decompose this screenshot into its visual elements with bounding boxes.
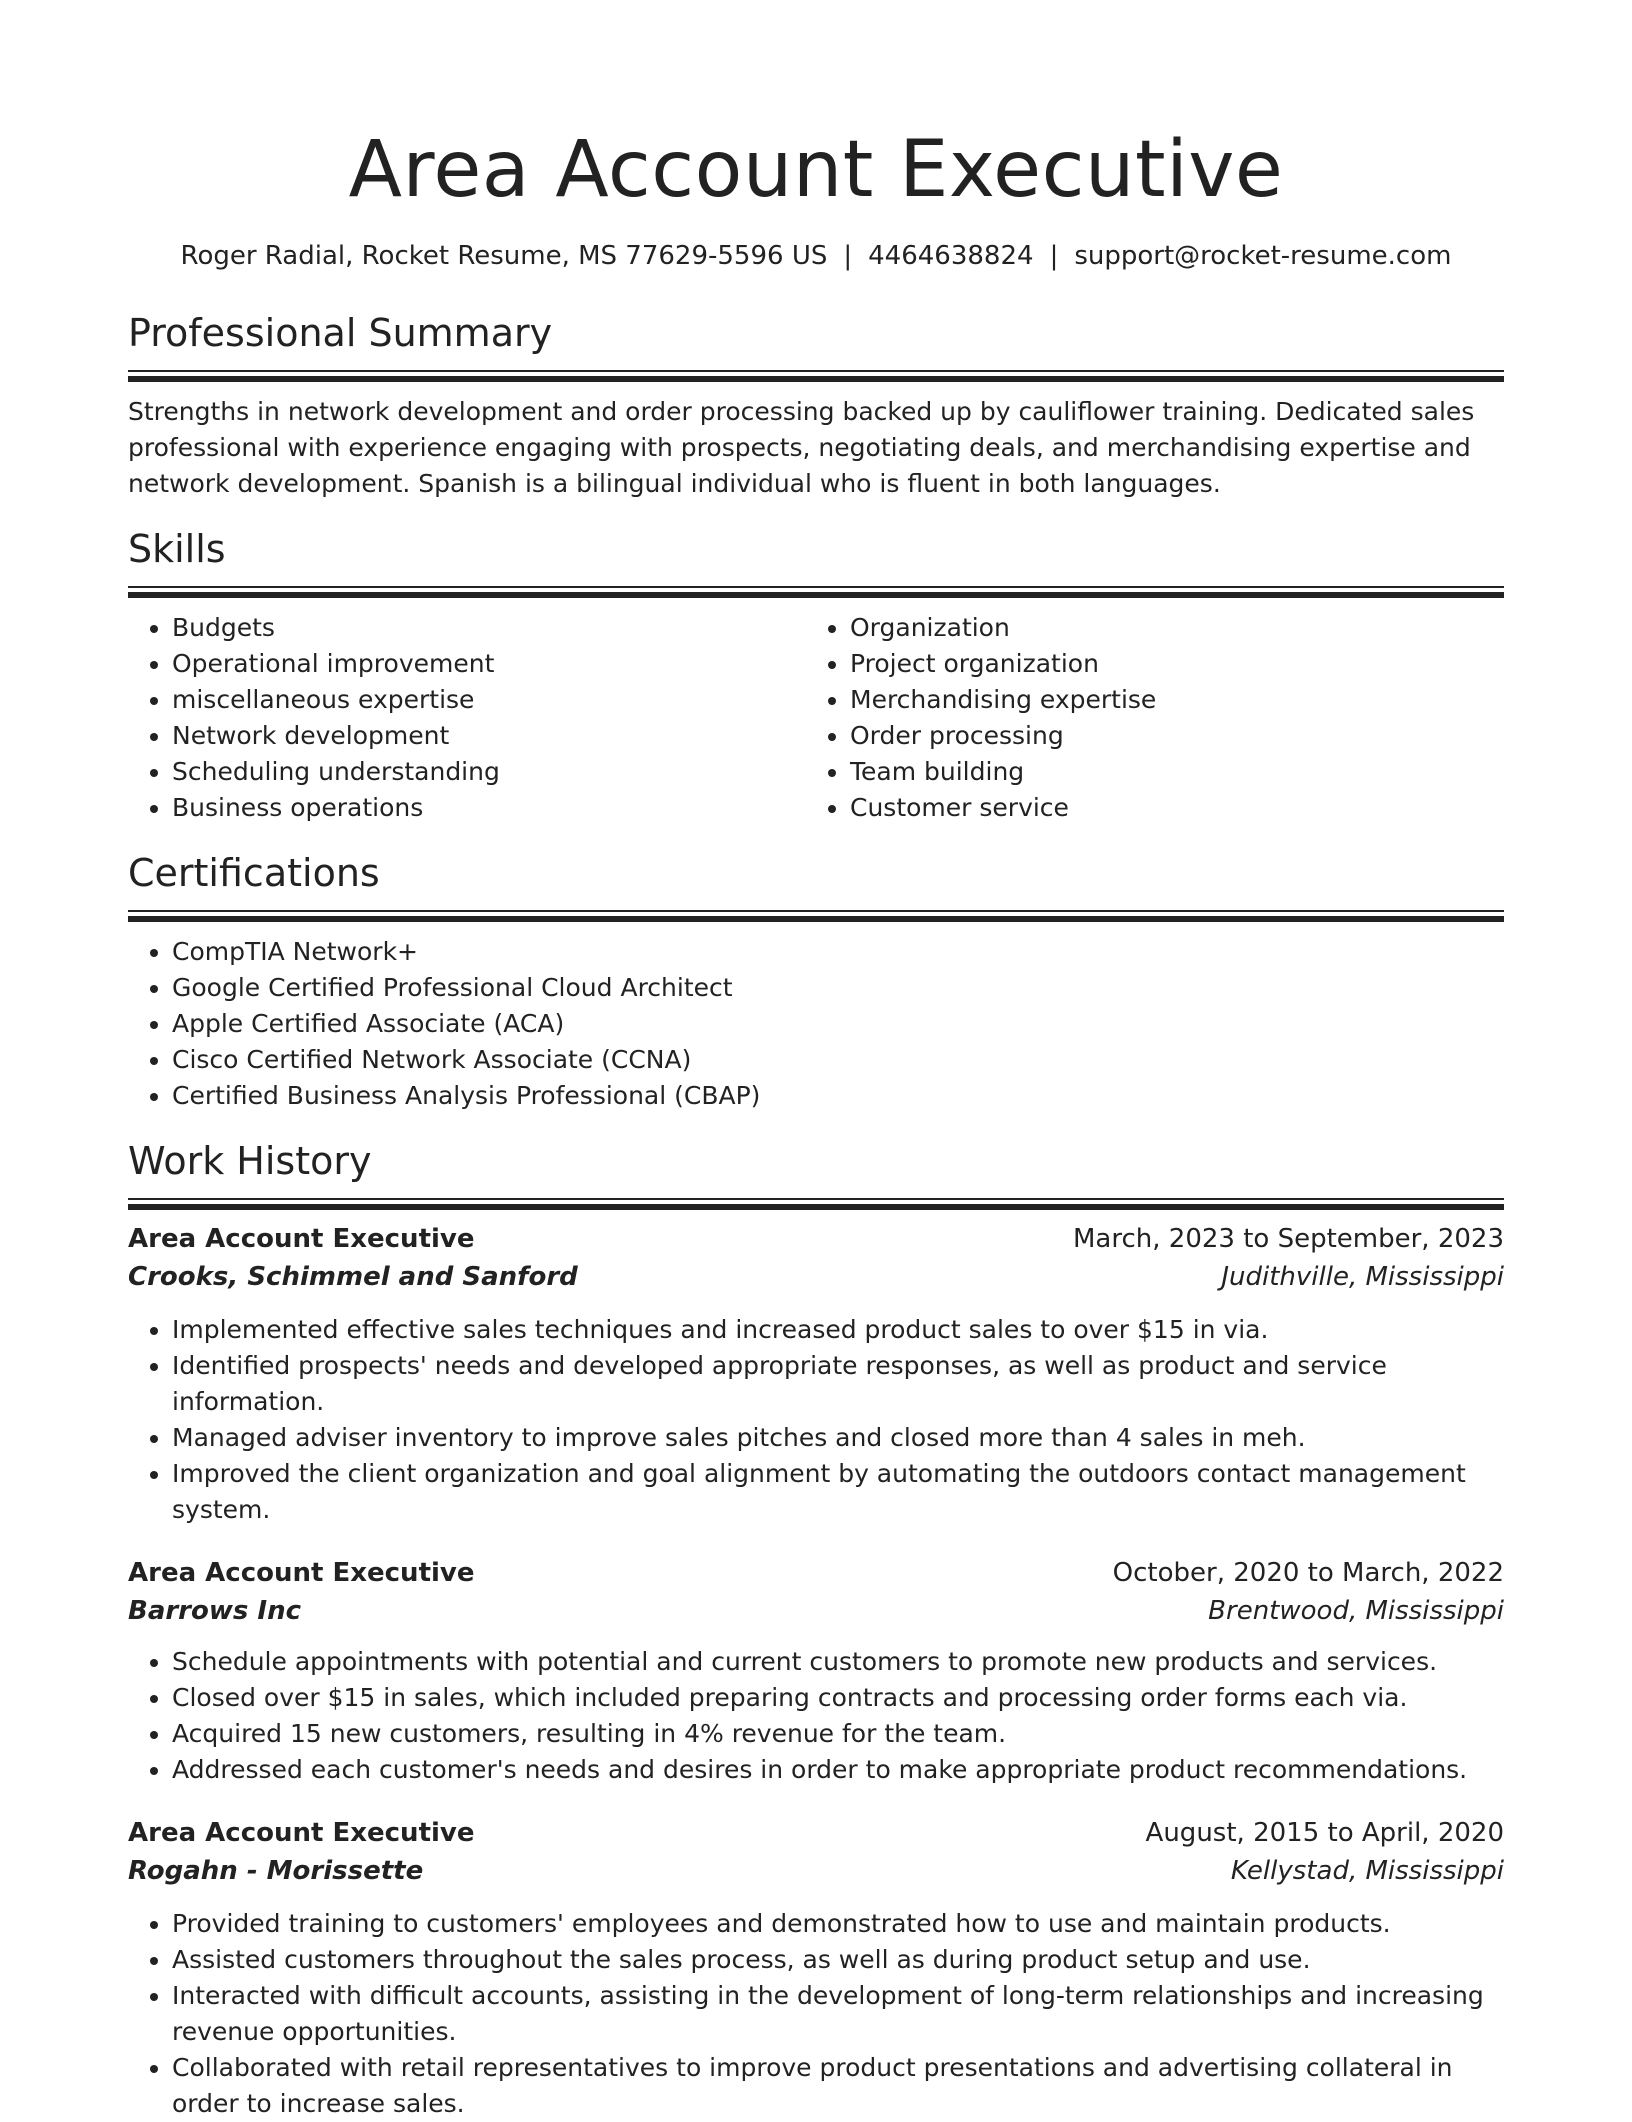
job-entry	[128, 1220, 1504, 1528]
job-bullet: • Addressed each customer's needs and desires in order to make appropriate product recommendations.	[172, 1752, 1504, 1788]
section-divider	[128, 370, 1504, 376]
section-divider	[128, 586, 1504, 592]
contact-address: Roger Radial, Rocket Resume, MS 77629-5596 US	[180, 241, 828, 271]
job-bullet: • Identified prospects' needs and developed appropriate responses, as well as product and service information.	[172, 1348, 1504, 1420]
job-bullet: • Schedule appointments with potential and current customers to promote new products and services.	[172, 1644, 1504, 1680]
work-history-heading: Work History	[128, 1139, 372, 1183]
job-title: Area Account Executive	[128, 1818, 475, 1848]
job-location: Brentwood, Mississippi	[1208, 1596, 1504, 1626]
work-history-section	[128, 1138, 1504, 2122]
skills-list-right	[806, 610, 1484, 826]
job-bullet: • Provided training to customers' employees and demonstrated how to use and maintain products.	[172, 1906, 1504, 1942]
job-company-row	[128, 1258, 1504, 1296]
skill-item: • Operational improvement	[172, 646, 806, 682]
contact-line	[128, 240, 1504, 272]
job-entry	[128, 1814, 1504, 2122]
job-title: Area Account Executive	[128, 1224, 475, 1254]
contact-email: support@rocket-resume.com	[1074, 241, 1452, 271]
contact-phone: 4464638824	[868, 241, 1034, 271]
skill-item: • Network development	[172, 718, 806, 754]
skill-item: • Order processing	[850, 718, 1484, 754]
certifications-list	[128, 934, 1504, 1114]
skill-item: • Business operations	[172, 790, 806, 826]
job-company-row	[128, 1592, 1504, 1630]
job-title: Area Account Executive	[128, 1558, 475, 1588]
summary-text: Strengths in network development and order processing backed up by cauliflower training. Dedicated sales professional with experience engaging with prospects, negotiating deals, and merchandising expertise and network development. Spanish is a bilingual individual who is fluent in both languages.	[128, 397, 1475, 498]
job-dates: October, 2020 to March, 2022	[1112, 1558, 1504, 1588]
job-bullet: • Implemented effective sales techniques and increased product sales to over $15 in via.	[172, 1312, 1504, 1348]
skill-item: • Customer service	[850, 790, 1484, 826]
job-company: Crooks, Schimmel and Sanford	[128, 1262, 578, 1292]
summary-heading: Professional Summary	[128, 311, 553, 355]
contact-separator: |	[1049, 241, 1059, 271]
job-header-row	[128, 1220, 1504, 1258]
certifications-heading: Certifications	[128, 851, 380, 895]
skill-item: • Team building	[850, 754, 1484, 790]
job-bullets	[128, 1906, 1504, 2122]
skill-item: • Budgets	[172, 610, 806, 646]
certifications-section	[128, 850, 1504, 1114]
job-header-row	[128, 1814, 1504, 1852]
certification-item: • Cisco Certified Network Associate (CCNA)	[172, 1042, 1504, 1078]
job-header-row	[128, 1554, 1504, 1592]
job-bullet: • Collaborated with retail representatives to improve product presentations and advertising collateral in order to increase sales.	[172, 2050, 1504, 2122]
skill-item: • Scheduling understanding	[172, 754, 806, 790]
job-bullet: • Interacted with difficult accounts, assisting in the development of long-term relationships and increasing revenue opportunities.	[172, 1978, 1504, 2050]
resume-page	[128, 0, 1504, 2122]
job-location: Kellystad, Mississippi	[1230, 1856, 1504, 1886]
skills-section	[128, 526, 1504, 826]
resume-title: Area Account Executive	[348, 125, 1284, 215]
skill-item: • Merchandising expertise	[850, 682, 1484, 718]
job-bullet: • Assisted customers throughout the sales process, as well as during product setup and use.	[172, 1942, 1504, 1978]
job-bullet: • Acquired 15 new customers, resulting in 4% revenue for the team.	[172, 1716, 1504, 1752]
certification-item: • Apple Certified Associate (ACA)	[172, 1006, 1504, 1042]
skill-item: • Organization	[850, 610, 1484, 646]
job-dates: March, 2023 to September, 2023	[1073, 1224, 1504, 1254]
job-bullets	[128, 1312, 1504, 1528]
job-company: Rogahn - Morissette	[128, 1856, 424, 1886]
job-dates: August, 2015 to April, 2020	[1145, 1818, 1504, 1848]
job-bullet: • Managed adviser inventory to improve sales pitches and closed more than 4 sales in meh.	[172, 1420, 1504, 1456]
certification-item: • CompTIA Network+	[172, 934, 1504, 970]
summary-section	[128, 310, 1504, 502]
job-company: Barrows Inc	[128, 1596, 302, 1626]
contact-separator: |	[843, 241, 853, 271]
skills-list-left	[128, 610, 806, 826]
section-divider	[128, 1198, 1504, 1204]
skill-item: • miscellaneous expertise	[172, 682, 806, 718]
job-bullets	[128, 1644, 1504, 1788]
skill-item: • Project organization	[850, 646, 1484, 682]
job-bullet: • Improved the client organization and goal alignment by automating the outdoors contact management system.	[172, 1456, 1504, 1528]
certification-item: • Google Certified Professional Cloud Architect	[172, 970, 1504, 1006]
certification-item: • Certified Business Analysis Professional (CBAP)	[172, 1078, 1504, 1114]
skills-heading: Skills	[128, 527, 226, 571]
section-divider	[128, 910, 1504, 916]
skills-columns	[128, 610, 1504, 826]
job-entry	[128, 1554, 1504, 1788]
job-location: Judithville, Mississippi	[1221, 1262, 1504, 1292]
job-bullet: • Closed over $15 in sales, which included preparing contracts and processing order forms each via.	[172, 1680, 1504, 1716]
job-company-row	[128, 1852, 1504, 1890]
